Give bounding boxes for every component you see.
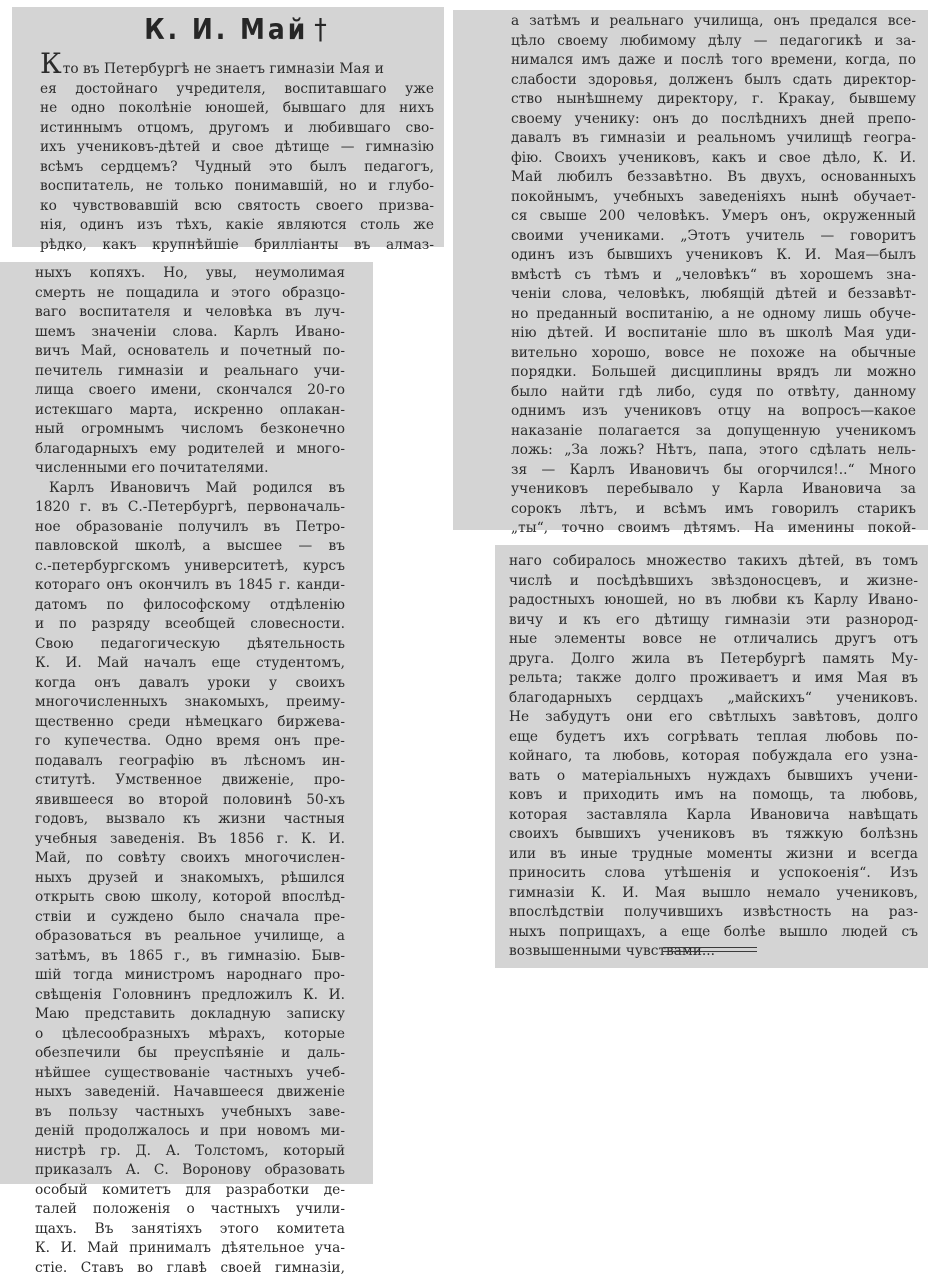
text-line: радостныхъ юношей, но въ любви къ Карлу Ивано- — [509, 591, 918, 611]
text-line: слабости здоровья, долженъ былъ сдать директор- — [511, 71, 916, 91]
text-line: нія, одинъ изъ тѣхъ, какіе являются столь же — [40, 216, 434, 236]
text-line: благодарныхъ ему родителей и много- — [35, 440, 345, 460]
text-line: ствіи и суждено было сначала пре- — [35, 908, 345, 928]
text-line: 1820 г. въ С.-Петербургѣ, первоначаль- — [35, 498, 345, 518]
text-line: покойнымъ, учебныхъ заведеніяхъ нынѣ обучает- — [511, 188, 916, 208]
text-line: талей положенія о частныхъ учили- — [35, 1200, 345, 1220]
text-line: а затѣмъ и реальнаго училища, онъ предался все- — [511, 12, 916, 32]
text-line: К. И. Май принималъ дѣятельное уча- — [35, 1239, 345, 1259]
text-line: порядки. Большей дисциплины врядъ ли можно — [511, 363, 916, 383]
text-line: о цѣлесообразныхъ мѣрахъ, которые — [35, 1025, 345, 1045]
text-line: ныхъ поприщахъ, а еще болѣе вышло людей съ — [509, 923, 918, 943]
text-line: Май, по совѣту своихъ многочислен- — [35, 849, 345, 869]
text-line: Свою педагогическую дѣятельность — [35, 635, 345, 655]
text-line: ныхъ друзей и знакомыхъ, рѣшился — [35, 869, 345, 889]
text-line: ваго воспитателя и человѣка въ луч- — [35, 303, 345, 323]
text-line: вительно хорошо, вовсе не похоже на обычные — [511, 344, 916, 364]
text-line: „ты“, точно своимъ дѣтямъ. На именины покой- — [511, 519, 916, 539]
text-line: нѣйшее существованіе частныхъ учеб- — [35, 1064, 345, 1084]
text-line: приносить слова утѣшенія и успокоенія“. Изъ — [509, 864, 918, 884]
text-line: рельта; также долго проживаетъ и имя Мая въ — [509, 669, 918, 689]
text-line: или въ иные трудные моменты жизни и всегда — [509, 845, 918, 865]
text-line: щественно среди нѣмецкаго биржева- — [35, 713, 345, 733]
text-line: лища своего имени, скончался 20-го — [35, 381, 345, 401]
text-line: гимназіи К. И. Мая вышло немало учениковъ, — [509, 884, 918, 904]
text-line: нистрѣ гр. Д. А. Толстомъ, который — [35, 1142, 345, 1162]
text-line: ея достойнаго учредителя, воспитавшаго уже — [40, 80, 434, 100]
text-line: своему ученику: онъ до послѣднихъ дней препо- — [511, 110, 916, 130]
clipping-lower-right — [495, 545, 928, 968]
text-line: Май любилъ беззавѣтно. Въ двухъ, основанныхъ — [511, 168, 916, 188]
text-line: числѣ и посѣдѣвшихъ звѣздоносцевъ, и жизне- — [509, 572, 918, 592]
text-line: обезпечили бы преуспѣяніе и даль- — [35, 1044, 345, 1064]
text-line: которая заставляла Карла Ивановича навѣщать — [509, 806, 918, 826]
left-column-text — [35, 264, 345, 1278]
text-line: сорокъ лѣтъ, и всѣмъ имъ говорилъ старикъ — [511, 500, 916, 520]
text-line: явившееся во второй половинѣ 50-хъ — [35, 791, 345, 811]
dagger-mark: † — [314, 13, 330, 46]
text-line: шемъ значеніи слова. Карлъ Ивано- — [35, 323, 345, 343]
text-line: своихъ бывшихъ учениковъ въ тяжкую болѣзнь — [509, 825, 918, 845]
text-line: ститутѣ. Умственное движеніе, про- — [35, 771, 345, 791]
text-line: Маю представить докладную записку — [35, 1005, 345, 1025]
opening-paragraph — [40, 54, 434, 255]
text-line: численными его почитателями. — [35, 459, 345, 479]
text-line: рѣдко, какъ крупнѣйшіе брилліанты въ алмаз- — [40, 236, 434, 256]
text-line: годовъ, вызвало къ жизни частныя — [35, 810, 345, 830]
text-line: койнаго, та любовь, которая побуждала его узна- — [509, 747, 918, 767]
text-line: нію дѣтей. И воспитаніе шло въ школѣ Мая уди- — [511, 324, 916, 344]
text-line: с.-петербургскомъ университетѣ, курсъ — [35, 557, 345, 577]
text-line: учебныя заведенія. Въ 1856 г. К. И. — [35, 830, 345, 850]
article-title-text: К. И. Май — [144, 13, 308, 46]
text-line: особый комитетъ для разработки де- — [35, 1181, 345, 1201]
text-line: ихъ учениковъ-дѣтей и свое дѣтище — гимназію — [40, 138, 434, 158]
text-line: и по разряду всеобщей словесности. — [35, 615, 345, 635]
text-line: шій тогда министромъ народнаго про- — [35, 966, 345, 986]
text-line: образоваться въ реальное училище, а — [35, 927, 345, 947]
text-line: приказалъ А. С. Воронову образовать — [35, 1161, 345, 1181]
text-line: котораго онъ окончилъ въ 1845 г. канди- — [35, 576, 345, 596]
text-line: ко чувствовавшій всю святость своего призва- — [40, 197, 434, 217]
text-line: въ пользу частныхъ учебныхъ заве- — [35, 1103, 345, 1123]
text-line: вмѣстѣ съ тѣмъ и „человѣкъ“ въ хорошемъ зна- — [511, 266, 916, 286]
text-line: свѣщенія Головнинъ предложилъ К. И. — [35, 986, 345, 1006]
text-line: К. И. Май началъ еще студентомъ, — [35, 654, 345, 674]
text-line: учениковъ перебывало у Карла Ивановича за — [511, 480, 916, 500]
text-line: впослѣдствіи получившихъ извѣстность на раз- — [509, 903, 918, 923]
text-line: давалъ въ гимназіи и реальномъ училищѣ геогра- — [511, 129, 916, 149]
clipping-left-column — [0, 262, 373, 1184]
text-line: но преданный воспитанію, а не одному лишь обуче- — [511, 305, 916, 325]
text-line: не одно поколѣніе юношей, бывшаго для нихъ — [40, 99, 434, 119]
text-line: фію. Своихъ учениковъ, какъ и свое дѣло, К. И. — [511, 149, 916, 169]
clipping-opening — [12, 7, 444, 247]
text-line — [40, 54, 434, 80]
text-line: вать о матеріальныхъ нуждахъ бывшихъ учени- — [509, 767, 918, 787]
text-line: ный огромнымъ числомъ безконечно — [35, 420, 345, 440]
text-line: еще будетъ ихъ согрѣвать теплая любовь по- — [509, 728, 918, 748]
text-line: ложь: „За ложь? Нѣтъ, папа, этого сдѣлать нель- — [511, 441, 916, 461]
text-line: благодарныхъ сердцахъ „майскихъ“ учениковъ. — [509, 689, 918, 709]
text-line: ное образованіе получилъ въ Петро- — [35, 518, 345, 538]
text-line: ся свыше 200 человѣкъ. Умеръ онъ, окруженный — [511, 207, 916, 227]
text-line: вичу и къ его дѣтищу гимназіи эти разнород- — [509, 611, 918, 631]
text-line: Карлъ Ивановичъ Май родился въ — [35, 479, 345, 499]
lower-right-text — [509, 552, 918, 962]
text-line: открыть свою школу, которой впослѣд- — [35, 888, 345, 908]
text-line: было найти гдѣ либо, судя по отвѣту, данному — [511, 383, 916, 403]
text-line: нимался имъ даже и послѣ того времени, когда, по — [511, 51, 916, 71]
text-line: всѣмъ сердцемъ? Чудный это былъ педагогъ, — [40, 158, 434, 178]
text-line: многочисленныхъ знакомыхъ, преиму- — [35, 693, 345, 713]
text-line: ченіи слова, человѣкъ, любящій дѣтей и беззавѣт- — [511, 285, 916, 305]
text-line: ныхъ копяхъ. Но, увы, неумолимая — [35, 264, 345, 284]
text-line: деній продолжалось и при новомъ ми- — [35, 1122, 345, 1142]
text-line: друга. Долго жила въ Петербургѣ память Му- — [509, 650, 918, 670]
text-line: одинъ изъ бывшихъ учениковъ К. И. Мая—былъ — [511, 246, 916, 266]
text-line: наказаніе полагается за допущенную ученикомъ — [511, 422, 916, 442]
text-line: ковъ и приходить имъ на помощь, та любовь, — [509, 786, 918, 806]
text-line-rest: то въ Петербургѣ не знаетъ гимназіи Мая и — [63, 61, 384, 77]
text-line: истекшаго марта, искренно оплакан- — [35, 401, 345, 421]
text-line: своими учениками. „Этотъ учитель — говоритъ — [511, 227, 916, 247]
text-line: павловской школѣ, а высшее — въ — [35, 537, 345, 557]
text-line: истиннымъ отцомъ, другомъ и любившаго сво- — [40, 119, 434, 139]
text-line: смерть не пощадила и этого образцо- — [35, 284, 345, 304]
drop-cap: К — [40, 47, 62, 80]
article-title — [40, 13, 434, 48]
text-line: наго собиралось множество такихъ дѣтей, въ томъ — [509, 552, 918, 572]
end-rule-divider — [663, 947, 757, 952]
text-line: однимъ изъ учениковъ отцу на вопросъ—какое — [511, 402, 916, 422]
text-line: Не забудутъ они его свѣтлыхъ завѣтовъ, долго — [509, 708, 918, 728]
text-line: ныхъ заведеній. Начавшееся движеніе — [35, 1083, 345, 1103]
clipping-upper-right — [453, 10, 928, 530]
text-line: подавалъ географію въ лѣсномъ ин- — [35, 752, 345, 772]
upper-right-text — [511, 12, 916, 539]
text-line: стіе. Ставъ во главѣ своей гимназіи, — [35, 1259, 345, 1278]
text-line: го купечества. Одно время онъ пре- — [35, 732, 345, 752]
text-line: зя — Карлъ Ивановичъ бы огорчился!..“ Много — [511, 461, 916, 481]
text-line: датомъ по философскому отдѣленію — [35, 596, 345, 616]
text-line: ство нынѣшнему директору, г. Кракау, бывшему — [511, 90, 916, 110]
text-line: воспитатель, не только понимавшій, но и глубо- — [40, 177, 434, 197]
text-line: щахъ. Въ занятіяхъ этого комитета — [35, 1220, 345, 1240]
text-line: возвышенными чувствами... — [509, 942, 918, 962]
text-line: цѣло своему любимому дѣлу — педагогикѣ и за- — [511, 32, 916, 52]
text-line: когда онъ давалъ уроки у своихъ — [35, 674, 345, 694]
text-line: вичъ Май, основатель и почетный по- — [35, 342, 345, 362]
text-line: ные элементы вовсе не отличались другъ отъ — [509, 630, 918, 650]
text-line: затѣмъ, въ 1865 г., въ гимназію. Быв- — [35, 947, 345, 967]
text-line: печитель гимназіи и реальнаго учи- — [35, 362, 345, 382]
